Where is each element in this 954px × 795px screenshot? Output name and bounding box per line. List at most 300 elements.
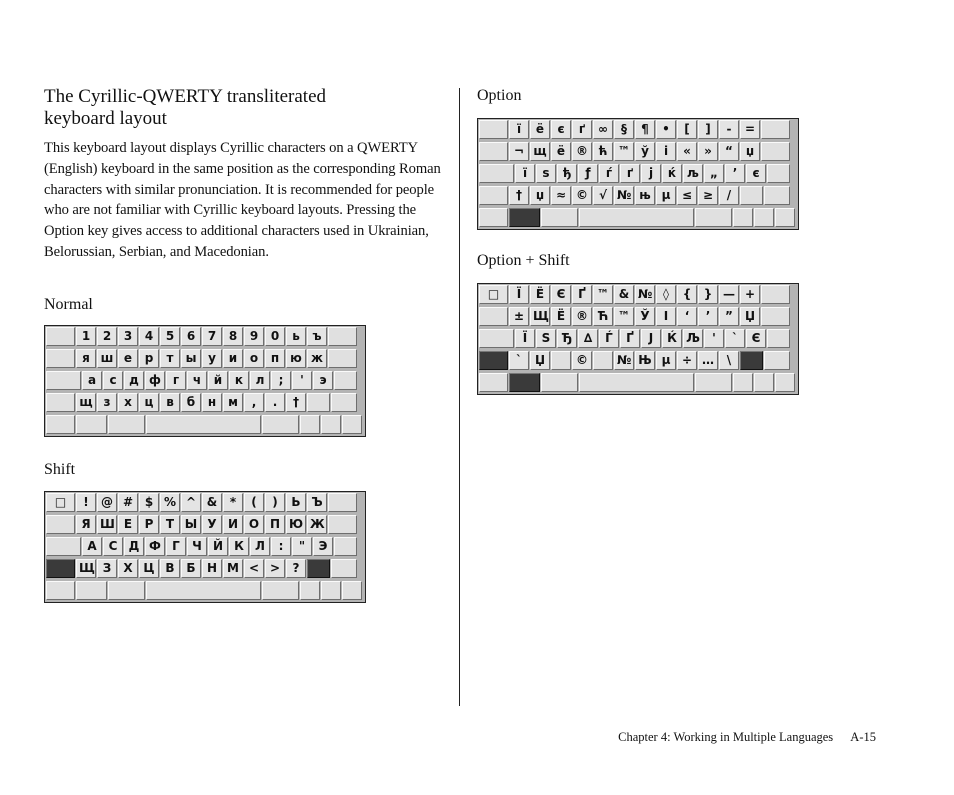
keyboard-key bbox=[740, 120, 760, 139]
keyboard-key bbox=[76, 415, 107, 434]
key-glyph: Џ bbox=[744, 309, 756, 323]
key-glyph: ∆ bbox=[583, 331, 593, 345]
keyboard-key bbox=[509, 373, 540, 392]
key-glyph: √ bbox=[598, 188, 607, 202]
key-glyph: З bbox=[102, 561, 112, 575]
key-glyph: с bbox=[109, 373, 117, 387]
keyboard-key bbox=[244, 493, 264, 512]
key-glyph: Т bbox=[165, 517, 175, 531]
keyboard-key bbox=[271, 371, 291, 390]
keyboard-key bbox=[265, 349, 285, 368]
keyboard-key bbox=[572, 307, 592, 326]
key-glyph: Ї bbox=[516, 287, 522, 301]
key-glyph: 8 bbox=[228, 329, 238, 343]
keyboard-key bbox=[754, 373, 774, 392]
key-glyph: ё bbox=[535, 122, 545, 136]
keyboard-key bbox=[244, 327, 264, 346]
keyboard-key bbox=[579, 373, 694, 392]
label-option-shift: Option + Shift bbox=[477, 252, 570, 269]
keyboard-key bbox=[536, 164, 556, 183]
keyboard-key bbox=[76, 349, 96, 368]
keyboard-key bbox=[764, 351, 790, 370]
key-glyph: µ bbox=[661, 188, 671, 202]
keyboard-key bbox=[656, 307, 676, 326]
keyboard-key bbox=[46, 493, 75, 512]
key-glyph: \ bbox=[726, 353, 732, 367]
keyboard-key bbox=[286, 349, 306, 368]
key-glyph: ! bbox=[83, 495, 89, 509]
keyboard-key bbox=[775, 208, 795, 227]
keyboard-key bbox=[479, 120, 508, 139]
footer-chapter: Chapter 4: Working in Multiple Languages bbox=[618, 730, 834, 744]
keyboard-key bbox=[764, 186, 790, 205]
keyboard-key bbox=[656, 142, 676, 161]
key-glyph: ь bbox=[292, 329, 300, 343]
key-glyph: 4 bbox=[144, 329, 154, 343]
key-glyph: □ bbox=[487, 287, 500, 301]
keyboard-key bbox=[572, 120, 592, 139]
key-glyph: ж bbox=[311, 351, 323, 365]
label-option: Option bbox=[477, 87, 522, 104]
key-glyph: э bbox=[319, 373, 327, 387]
keyboard-key bbox=[124, 371, 144, 390]
key-glyph: ґ bbox=[578, 122, 586, 136]
keyboard-key bbox=[97, 493, 117, 512]
keyboard-key bbox=[166, 537, 186, 556]
keyboard-key bbox=[593, 285, 613, 304]
key-glyph: ї bbox=[516, 122, 522, 136]
keyboard-key bbox=[593, 307, 613, 326]
keyboard-key bbox=[530, 307, 550, 326]
key-glyph: ≈ bbox=[555, 188, 567, 202]
keyboard-key bbox=[118, 349, 138, 368]
keyboard-key bbox=[160, 515, 180, 534]
keyboard-key bbox=[761, 120, 790, 139]
key-glyph: ( bbox=[251, 495, 257, 509]
keyboard-key bbox=[579, 208, 694, 227]
key-glyph: ч bbox=[192, 373, 202, 387]
key-glyph: 0 bbox=[270, 329, 280, 343]
key-glyph: у bbox=[208, 351, 216, 365]
keyboard-key bbox=[641, 329, 661, 348]
keyboard-key bbox=[328, 327, 357, 346]
key-glyph: » bbox=[704, 144, 712, 158]
key-glyph: ± bbox=[513, 309, 525, 323]
key-glyph: Ћ bbox=[597, 309, 609, 323]
key-glyph: ® bbox=[576, 144, 588, 158]
keyboard-key bbox=[76, 515, 96, 534]
keyboard-key bbox=[139, 493, 159, 512]
keyboard-key bbox=[97, 393, 117, 412]
key-glyph: Е bbox=[123, 517, 133, 531]
key-glyph: ћ bbox=[598, 144, 608, 158]
keyboard-key bbox=[262, 581, 299, 600]
key-glyph: 3 bbox=[123, 329, 133, 343]
key-glyph: ] bbox=[705, 122, 711, 136]
keyboard-shift bbox=[44, 491, 366, 603]
keyboard-key bbox=[767, 329, 790, 348]
keyboard-key bbox=[328, 493, 357, 512]
keyboard-key bbox=[300, 581, 320, 600]
keyboard-key bbox=[719, 186, 739, 205]
key-glyph: ц bbox=[144, 395, 154, 409]
key-glyph: " bbox=[298, 539, 306, 553]
keyboard-key bbox=[223, 493, 243, 512]
keyboard-key bbox=[202, 327, 222, 346]
key-glyph: ≤ bbox=[681, 188, 693, 202]
key-glyph: Х bbox=[123, 561, 133, 575]
keyboard-key bbox=[145, 537, 165, 556]
keyboard-key bbox=[593, 120, 613, 139]
keyboard-key bbox=[307, 493, 327, 512]
key-glyph: Й bbox=[212, 539, 224, 553]
keyboard-key bbox=[146, 581, 261, 600]
keyboard-key bbox=[740, 285, 760, 304]
keyboard-key bbox=[704, 164, 724, 183]
key-glyph: а bbox=[87, 373, 97, 387]
key-glyph: о bbox=[249, 351, 259, 365]
key-glyph: Ў bbox=[640, 309, 650, 323]
keyboard-key bbox=[181, 559, 201, 578]
keyboard-key bbox=[733, 373, 753, 392]
keyboard-key bbox=[614, 142, 634, 161]
key-glyph: п bbox=[270, 351, 280, 365]
key-glyph: Р bbox=[144, 517, 154, 531]
keyboard-key bbox=[698, 351, 718, 370]
keyboard-key bbox=[698, 142, 718, 161]
keyboard-key bbox=[46, 559, 75, 578]
key-glyph: ◊ bbox=[663, 287, 669, 301]
keyboard-key bbox=[97, 349, 117, 368]
keyboard-key bbox=[76, 559, 96, 578]
key-glyph: „ bbox=[710, 166, 718, 180]
key-glyph: ™ bbox=[618, 309, 630, 323]
label-normal: Normal bbox=[44, 296, 93, 313]
key-glyph: 9 bbox=[249, 329, 259, 343]
keyboard-key bbox=[572, 142, 592, 161]
keyboard-key bbox=[160, 327, 180, 346]
keyboard-key bbox=[97, 559, 117, 578]
key-glyph: ¶ bbox=[641, 122, 649, 136]
keyboard-key bbox=[82, 537, 102, 556]
key-glyph: № bbox=[617, 353, 632, 367]
keyboard-option-shift bbox=[477, 283, 799, 395]
keyboard-key bbox=[683, 329, 703, 348]
keyboard-key bbox=[775, 373, 795, 392]
key-glyph: № bbox=[638, 287, 653, 301]
keyboard-key bbox=[313, 537, 333, 556]
keyboard-key bbox=[515, 329, 535, 348]
keyboard-key bbox=[244, 349, 264, 368]
key-glyph: … bbox=[702, 353, 714, 367]
key-glyph: ™ bbox=[597, 287, 609, 301]
key-glyph: ` bbox=[732, 331, 738, 345]
key-glyph: Ю bbox=[289, 517, 304, 531]
keyboard-key bbox=[725, 164, 745, 183]
keyboard-key bbox=[223, 327, 243, 346]
key-glyph: : bbox=[278, 539, 284, 553]
keyboard-key bbox=[746, 329, 766, 348]
keyboard-key bbox=[76, 327, 96, 346]
keyboard-key bbox=[139, 515, 159, 534]
key-glyph: ) bbox=[272, 495, 278, 509]
keyboard-key bbox=[572, 186, 592, 205]
keyboard-key bbox=[761, 307, 790, 326]
keyboard-key bbox=[46, 537, 81, 556]
keyboard-key bbox=[614, 120, 634, 139]
keyboard-key bbox=[328, 349, 357, 368]
key-glyph: } bbox=[703, 287, 713, 301]
keyboard-key bbox=[761, 285, 790, 304]
keyboard-key bbox=[181, 349, 201, 368]
keyboard-key bbox=[82, 371, 102, 390]
key-glyph: д bbox=[129, 373, 139, 387]
key-glyph: ш bbox=[100, 351, 114, 365]
key-glyph: Є bbox=[556, 287, 566, 301]
key-glyph: Ѓ bbox=[605, 331, 613, 345]
key-glyph: е bbox=[123, 351, 133, 365]
keyboard-key bbox=[342, 581, 362, 600]
keyboard-key bbox=[698, 120, 718, 139]
key-glyph: ё bbox=[556, 144, 566, 158]
keyboard-key bbox=[551, 186, 571, 205]
keyboard-key bbox=[530, 120, 550, 139]
keyboard-key bbox=[740, 186, 763, 205]
key-glyph: & bbox=[618, 287, 630, 301]
key-glyph: я bbox=[82, 351, 90, 365]
key-glyph: — bbox=[723, 287, 735, 301]
keyboard-key bbox=[187, 371, 207, 390]
key-glyph: і bbox=[663, 144, 669, 158]
keyboard-key bbox=[262, 415, 299, 434]
key-glyph: Џ bbox=[534, 353, 546, 367]
keyboard-key bbox=[551, 142, 571, 161]
keyboard-key bbox=[118, 493, 138, 512]
keyboard-key bbox=[614, 351, 634, 370]
keyboard-key bbox=[635, 186, 655, 205]
keyboard-key bbox=[662, 329, 682, 348]
keyboard-key bbox=[719, 351, 739, 370]
key-glyph: и bbox=[228, 351, 238, 365]
key-glyph: Ќ bbox=[667, 331, 677, 345]
keyboard-key bbox=[265, 493, 285, 512]
key-glyph: † bbox=[293, 395, 299, 409]
keyboard-key bbox=[118, 393, 138, 412]
keyboard-key bbox=[656, 120, 676, 139]
key-glyph: Ы bbox=[184, 517, 198, 531]
key-glyph: Ґ bbox=[578, 287, 586, 301]
keyboard-key bbox=[334, 537, 357, 556]
key-glyph: Б bbox=[186, 561, 196, 575]
key-glyph: “ bbox=[725, 144, 733, 158]
key-glyph: У bbox=[207, 517, 217, 531]
keyboard-key bbox=[286, 393, 306, 412]
keyboard-key bbox=[244, 515, 264, 534]
keyboard-key bbox=[160, 349, 180, 368]
keyboard-key bbox=[139, 393, 159, 412]
keyboard-key bbox=[551, 285, 571, 304]
keyboard-key bbox=[662, 164, 682, 183]
key-glyph: □ bbox=[54, 495, 67, 509]
keyboard-key bbox=[719, 285, 739, 304]
key-glyph: М bbox=[227, 561, 239, 575]
key-glyph: , bbox=[251, 395, 257, 409]
keyboard-key bbox=[599, 329, 619, 348]
key-glyph: 1 bbox=[81, 329, 91, 343]
key-glyph: • bbox=[662, 122, 670, 136]
keyboard-key bbox=[76, 493, 96, 512]
keyboard-key bbox=[331, 393, 357, 412]
keyboard-key bbox=[229, 537, 249, 556]
key-glyph: © bbox=[576, 188, 588, 202]
key-glyph: л bbox=[255, 373, 265, 387]
keyboard-key bbox=[656, 285, 676, 304]
keyboard-key bbox=[530, 351, 550, 370]
key-glyph: Ї bbox=[522, 331, 528, 345]
keyboard-key bbox=[321, 415, 341, 434]
key-glyph: { bbox=[682, 287, 692, 301]
key-glyph: ј bbox=[648, 166, 654, 180]
keyboard-key bbox=[160, 493, 180, 512]
keyboard-key bbox=[145, 371, 165, 390]
key-glyph: + bbox=[744, 287, 756, 301]
key-glyph: Ч bbox=[192, 539, 202, 553]
key-glyph: н bbox=[207, 395, 217, 409]
key-glyph: ' bbox=[300, 373, 304, 387]
description-paragraph: This keyboard layout displays Cyrillic characters on a QWERTY (English) keyboard in the same position as the corresponding Roman characters with similar pronunciation. It is recommended for people who are not familiar with Cyrillic keyboard layouts. Pressing the Option key gives access to additional characters used in Ukrainian, Belorussian, Serbian, and Macedonian. bbox=[44, 140, 441, 260]
key-glyph: к bbox=[234, 373, 244, 387]
keyboard-key bbox=[250, 537, 270, 556]
keyboard-key bbox=[244, 559, 264, 578]
keyboard-key bbox=[103, 537, 123, 556]
keyboard-key bbox=[509, 120, 529, 139]
key-glyph: й bbox=[213, 373, 223, 387]
key-glyph: Ц bbox=[143, 561, 155, 575]
keyboard-key bbox=[46, 393, 75, 412]
key-glyph: в bbox=[166, 395, 174, 409]
key-glyph: Ђ bbox=[561, 331, 573, 345]
keyboard-key bbox=[677, 186, 697, 205]
keyboard-key bbox=[635, 351, 655, 370]
keyboard-key bbox=[229, 371, 249, 390]
keyboard-key bbox=[479, 186, 508, 205]
keyboard-key bbox=[572, 285, 592, 304]
key-glyph: щ bbox=[533, 144, 547, 158]
page-footer bbox=[560, 730, 876, 745]
keyboard-key bbox=[551, 351, 571, 370]
key-glyph: < bbox=[248, 561, 260, 575]
keyboard-key bbox=[719, 307, 739, 326]
keyboard-key bbox=[704, 329, 724, 348]
keyboard-key bbox=[698, 285, 718, 304]
keyboard-key bbox=[97, 327, 117, 346]
key-glyph: Ё bbox=[535, 287, 545, 301]
key-glyph: $ bbox=[144, 495, 154, 509]
keyboard-key bbox=[479, 329, 514, 348]
keyboard-key bbox=[677, 307, 697, 326]
key-glyph: Ъ bbox=[311, 495, 323, 509]
key-glyph: Ф bbox=[149, 539, 161, 553]
title-line-1: The Cyrillic-QWERTY transliterated bbox=[44, 86, 327, 107]
key-glyph: > bbox=[269, 561, 281, 575]
keyboard-key bbox=[139, 327, 159, 346]
keyboard-key bbox=[677, 285, 697, 304]
key-glyph: § bbox=[621, 122, 627, 136]
footer-page-number: A-15 bbox=[850, 730, 876, 744]
keyboard-key bbox=[286, 327, 306, 346]
key-glyph: ^ bbox=[185, 495, 197, 509]
keyboard-key bbox=[223, 515, 243, 534]
keyboard-key bbox=[683, 164, 703, 183]
key-glyph: Щ bbox=[533, 309, 549, 323]
keyboard-key bbox=[551, 120, 571, 139]
key-glyph: ї bbox=[522, 166, 528, 180]
key-glyph: В bbox=[165, 561, 175, 575]
keyboard-key bbox=[614, 307, 634, 326]
keyboard-key bbox=[244, 393, 264, 412]
keyboard-key bbox=[551, 307, 571, 326]
keyboard-key bbox=[530, 142, 550, 161]
keyboard-key bbox=[223, 393, 243, 412]
key-glyph: є bbox=[752, 166, 760, 180]
key-glyph: [ bbox=[684, 122, 690, 136]
keyboard-key bbox=[286, 493, 306, 512]
key-glyph: ? bbox=[292, 561, 300, 575]
key-glyph: ‘ bbox=[684, 309, 690, 323]
key-glyph: ъ bbox=[312, 329, 322, 343]
keyboard-key bbox=[557, 329, 577, 348]
key-glyph: µ bbox=[661, 353, 671, 367]
keyboard-key bbox=[46, 327, 75, 346]
keyboard-key bbox=[328, 515, 357, 534]
keyboard-key bbox=[307, 327, 327, 346]
keyboard-key bbox=[677, 142, 697, 161]
key-glyph: ы bbox=[185, 351, 197, 365]
key-glyph: И bbox=[227, 517, 239, 531]
key-glyph: є bbox=[557, 122, 565, 136]
keyboard-key bbox=[331, 559, 357, 578]
keyboard-key bbox=[202, 559, 222, 578]
keyboard-key bbox=[118, 515, 138, 534]
keyboard-key bbox=[656, 186, 676, 205]
key-glyph: 7 bbox=[207, 329, 217, 343]
keyboard-key bbox=[46, 371, 81, 390]
key-glyph: ' bbox=[712, 331, 716, 345]
keyboard-key bbox=[307, 393, 330, 412]
key-glyph: р bbox=[144, 351, 154, 365]
key-glyph: ≥ bbox=[702, 188, 714, 202]
key-glyph: џ bbox=[745, 144, 755, 158]
key-glyph: ¬ bbox=[513, 144, 525, 158]
keyboard-key bbox=[719, 120, 739, 139]
keyboard-key bbox=[536, 329, 556, 348]
key-glyph: ґ bbox=[626, 166, 634, 180]
keyboard-key bbox=[635, 307, 655, 326]
keyboard-key bbox=[321, 581, 341, 600]
keyboard-key bbox=[250, 371, 270, 390]
key-glyph: - bbox=[726, 122, 732, 136]
keyboard-key bbox=[509, 142, 529, 161]
keyboard-key bbox=[479, 373, 508, 392]
keyboard-key bbox=[509, 208, 540, 227]
keyboard-key bbox=[761, 142, 790, 161]
key-glyph: ќ bbox=[667, 166, 677, 180]
keyboard-key bbox=[479, 285, 508, 304]
key-glyph: / bbox=[726, 188, 732, 202]
keyboard-key bbox=[286, 515, 306, 534]
keyboard-key bbox=[530, 285, 550, 304]
keyboard-key bbox=[740, 351, 763, 370]
